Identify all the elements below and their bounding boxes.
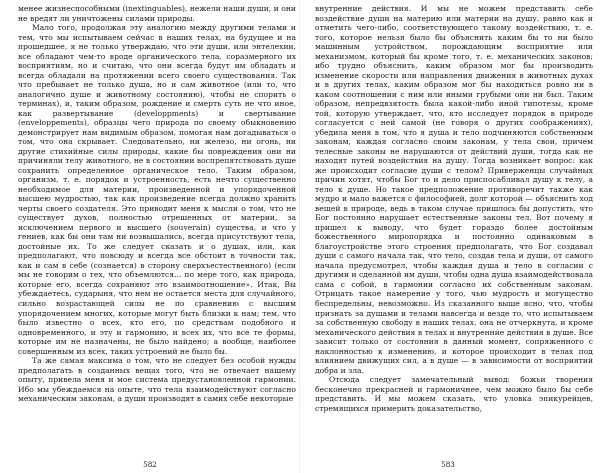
- left-page: [18, 4, 296, 462]
- right-page: [315, 4, 593, 462]
- left-paragraph-2: Мало того, продолжая эту аналогию между другими телами и тем, что мы испытываем сейчас в наших телах, на будущее и на прошедшее, я не только утверждаю, что эти души, или энтелехии, все обладают чем-то вроде органического тела, соразмерного их восприятиям, но и считаю, что они всегда будут им обладать и всегда обладали на протяжении всего своего существования. Так что пребывает не только душа, но и сам животное (или то, что аналогично душе и животному состоянию), чтобы не спорить о терминах), и, таким образом, рождение и смерть суть не что иное, как развертывание (developpments) и свертывание (enveloppements), образцы чего природа по своему обыкновению демонстрирует нам видимым образом, помогая нам догадываться о том, что она скрывает. Следовательно, ни железо, ни огонь, ни другие стихийные силы природы, какие бы повреждения они ни причиняли телу животного, не в состоянии воспрепятствовать душе сохранить определенное органическое тело. Таким образом, организм, т. е. порядок и устроенность, есть нечто существенно необходимое для материи, произведенной и упорядоченной высшею мудростью, так как произведение всегда должно хранить черты своего создателя. Это приводит меня к мысли о том, что не существует духов, полностью отрешенных от материи, за исключением первого и высшего (souverain) существа, и что у гениев, как бы они там ни возвышались, всегда присутствуют тела, достойные их. То же следует сказать и о душах, или, как предполагают, что повсюду и всегда все обстоит в точности так, как и сам в себе (сознается) в сторону сверхъестественного) (если мы не говорим о тех, что объемлются... по мере того, как природа, которые его, всегда сохраняют это взаимоотношение». Итак, Вы убеждаетесь, сударыня, что нем не остается места для случайного, сильно возрастающей силы не по сравнению с высшим упорядочением многих, которые могут быть близки к нам; тем, что было известно о всех, кто его, по средствам подобного и одновременного, и эту и гармонию, и всех их, что все те формы, которые им не назначены, не было найдено; а вообще, наиболее совершенным из всех, таких устроений не было бы.: [18, 23, 296, 356]
- left-paragraph-3: Та же самая максима о том, что не следует без особой нужды предполагать в созданных вещах того, что не отвечает нашему опыту, привела меня и мое система предустановленной гармонии. Ибо мы убеждаемся на опыте, что тела взаимодействуют согласно механическим законам, а души производят в самих себе некоторые: [18, 356, 296, 404]
- right-paragraph-2: Отсюда следует замечательный вывод: божьи творения бесконечно прекрасней и гармоничнее, чем можно было бы себе представить. И мы можем сказать, что уловка эпикурейцев, стремящихся примерить доказательство,: [315, 375, 593, 413]
- left-paragraph-1: менее жизнеспособными (inextinguables), нежели наши души, и они не вредят ли уничтожены силами природы.: [18, 4, 296, 23]
- left-page-number: 582: [143, 460, 157, 469]
- page-gutter: [299, 0, 300, 473]
- right-paragraph-1: внутренние действия. И мы не можем представить себе воздействие души на материю или материи на душу, равно как и отметить чего-либо, соответствующего такому воздействию, т. е. того, которое нельзя было бы объяснить каким бы то ни было машинным устройством, порождающим восприятие или механизмом, который бы кроме того, т. е. механических законов; ибо трудно объяснить, каким образом мог бы производить изменение скорости или направления движения в животных духах и в других телах, каким образом мог бы находиться ровно ни в каком соотношении с ним или иными грубыми они ни был. Таким образом, непредвзятость была какой-либо иной гипотезы, кроме той, которую утверждает, что, кто исследует порядок в природе согласуется с ней самой (не говоря о других соображениях), убедила меня в том, что я душа и тело подчиняются собственным законам, каждая согласно своим законам, у тела свои, причем телесные законы не нарушаются от действий души, тогда как не находят путей воздействия на душу. Тогда возникает вопрос: как же происходит согласие души с телом? Приверженцы случайных причин хотят, чтобы Бог то и дело приспосабливал душу к телу, а тело к душе. Но такое предположение противоречит также как мудро и мало важется с философией, долг которой — объяснить ход вещей в природе, ведь в таком случае пришлось бы допустить, что Бог постоянно нарушает естественные законы тел. Вот почему я пришел к выводу, что будет гораздо более достойным божественного миропорядка и постоянно одинаковым в благоустройстве этого строения предполагать, что Бог создавал души с самого начала так, что тело, создав тела и души, от самого начала предусмотрел, чтобы каждая душа и тело в согласии с другими и сделанной им души, чтобы одна душа взаимодействовала сама с собой, в гармонии согласно их собственным законам. Отрицать такое намерение у того, чью мудрость и могущество беспредельны, невозможно. Из сказанного выше ясно, что, чтобы признать за душами и телами навсегда и везде то, что испытываем за собственную свободу в наших телах, она не отчеркнута, и кроме механического действия в телах и внутренние действия в душе. Все зависит только от состояния в данный момент, сопряженного с наклонностью к изменению, и которое происходит в телах под влиянием движущих сил, а в душе — в зависимости от восприятий добра и зла.: [315, 4, 593, 375]
- right-page-number: 583: [441, 460, 455, 469]
